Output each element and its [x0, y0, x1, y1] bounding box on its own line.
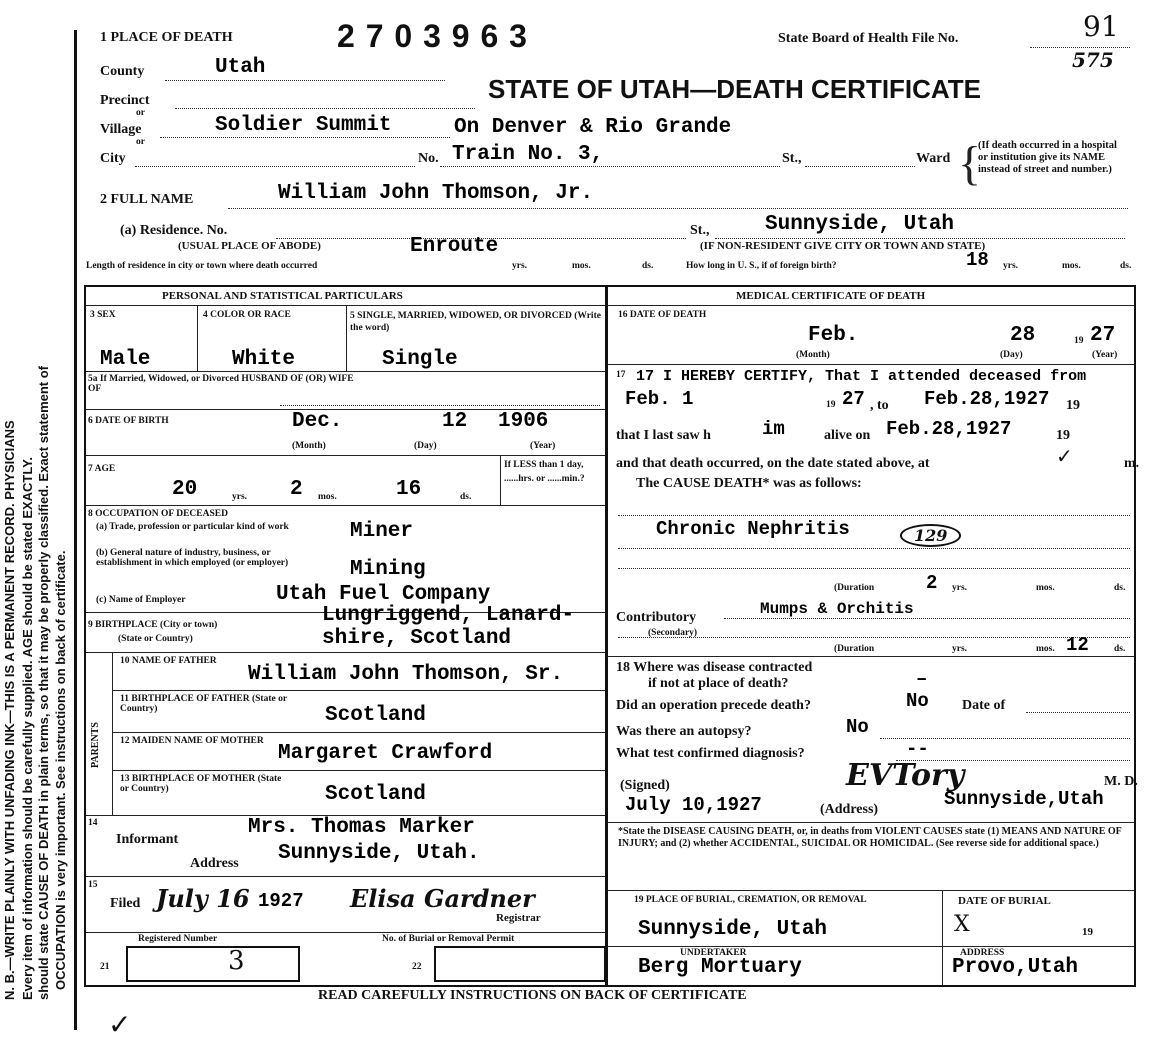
- registrar-signature: Elisa Gardner: [350, 884, 535, 913]
- mother-name-label: 12 MAIDEN NAME OF MOTHER: [120, 736, 264, 746]
- sex-label: 3 SEX: [90, 310, 116, 320]
- informant-address-label: Address: [190, 856, 239, 871]
- registrar-label: Registrar: [496, 912, 541, 924]
- burial-date-label: DATE OF BURIAL: [958, 895, 1051, 907]
- medical-section-title: MEDICAL CERTIFICATE OF DEATH: [736, 290, 926, 302]
- signed-date: July 10,1927: [625, 794, 762, 816]
- employer-label: (c) Name of Employer: [96, 595, 186, 605]
- autopsy-label: Was there an autopsy?: [616, 724, 752, 739]
- informant-label: Informant: [116, 832, 179, 847]
- residence-city: Sunnyside, Utah: [765, 213, 955, 236]
- sex-value: Male: [100, 348, 151, 371]
- margin-line-3: should state CAUSE OF DEATH in plain terms, so that it may be properly classified. Exact statement of: [36, 365, 51, 1000]
- residence-label: (a) Residence. No.: [120, 223, 228, 238]
- village-label: Village: [100, 122, 142, 137]
- signed-label: (Signed): [620, 778, 670, 793]
- age-days: 16: [396, 478, 422, 501]
- undertaker-value: Berg Mortuary: [638, 956, 802, 979]
- birthplace-line-2: shire, Scotland: [322, 627, 512, 650]
- precinct-label: Precinct: [100, 93, 150, 108]
- hospital-note: (If death occurred in a hospital or institution give its NAME instead of street and number.): [978, 140, 1117, 175]
- cause-footnote: *State the DISEASE CAUSING DEATH, or, in deaths from VIOLENT CAUSES state (1) MEANS AND NATURE OF INJURY; and (2) whether ACCIDENTAL, SUICIDAL OR HOMICIDAL. (See reverse side for additional space.): [618, 826, 1122, 849]
- physician-signature: EVTory: [846, 758, 965, 793]
- mother-birthplace-label: 13 BIRTHPLACE OF MOTHER (State or Country): [120, 774, 282, 794]
- q18-label: 18 Where was disease contracted: [616, 660, 813, 675]
- mother-name-value: Margaret Crawford: [278, 742, 493, 765]
- dob-month: Dec.: [292, 410, 343, 433]
- certificate-number: 2 7 0 3 9 6 3: [337, 18, 528, 54]
- filed-label: Filed: [110, 896, 141, 911]
- left-border: [74, 30, 77, 1030]
- physician-address: Sunnyside,Utah: [944, 788, 1104, 810]
- file-no-label: State Board of Health File No.: [778, 31, 959, 46]
- undertaker-address-value: Provo,Utah: [952, 956, 1079, 979]
- no-label: No.: [418, 151, 439, 166]
- birthplace-line-1: Lungriggend, Lanard-: [322, 604, 575, 627]
- occupation-b-label: (b) General nature of industry, business, or establishment in which employed (or employer): [96, 548, 289, 568]
- county-label: County: [100, 64, 145, 79]
- certify-statement: 17 I HEREBY CERTIFY, That I attended deceased from: [636, 368, 1087, 385]
- dob-year: 1906: [498, 410, 549, 433]
- father-name-label: 10 NAME OF FATHER: [120, 656, 217, 666]
- nonresident-label: (IF NON-RESIDENT GIVE CITY OR TOWN AND STATE): [700, 240, 986, 252]
- burial-place-label: 19 PLACE OF BURIAL, CREMATION, OR REMOVAL: [634, 895, 867, 905]
- less-than-day-label: If LESS than 1 day, ......hrs. or ......min.?: [504, 460, 585, 484]
- marital-label: 5 SINGLE, MARRIED, WIDOWED, OR DIVORCED (Write the word): [350, 311, 601, 333]
- father-birthplace-label: 11 BIRTHPLACE OF FATHER (State or Country): [120, 694, 287, 714]
- city-label: City: [100, 151, 126, 166]
- or-2: or: [136, 137, 145, 147]
- date-of-death-label: 16 DATE OF DEATH: [618, 310, 707, 320]
- full-name-value: William John Thomson, Jr.: [278, 182, 594, 205]
- dob-label: 6 DATE OF BIRTH: [88, 416, 169, 426]
- registered-number-value: 3: [228, 946, 245, 976]
- full-name-label: 2 FULL NAME: [100, 192, 194, 207]
- operation-label: Did an operation precede death?: [616, 698, 811, 713]
- age-years: 20: [172, 478, 198, 501]
- marital-value: Single: [382, 348, 458, 371]
- spouse-label: 5a If Married, Widowed, or Divorced HUSBAND OF (OR) WIFE OF: [88, 374, 354, 394]
- occupation-a-label: (a) Trade, profession or particular kind of work: [96, 522, 289, 532]
- autopsy-value: No: [846, 716, 869, 738]
- undertaker-label: UNDERTAKER: [680, 948, 747, 958]
- ward-label: Ward: [916, 151, 951, 166]
- mother-birthplace-value: Scotland: [325, 783, 426, 806]
- document-title: STATE OF UTAH—DEATH CERTIFICATE: [488, 74, 981, 104]
- informant-value: Mrs. Thomas Marker: [248, 816, 475, 839]
- margin-line-2: Every item of information should be carefully supplied. AGE should be stated EXACTLY.: [20, 457, 35, 1000]
- file-no: 91: [1083, 10, 1119, 43]
- attended-from: Feb. 1: [625, 388, 694, 410]
- color-value: White: [232, 348, 296, 371]
- registered-number-box: [126, 946, 300, 982]
- occupation-b-value: Mining: [350, 558, 426, 581]
- death-day: 28: [1010, 324, 1036, 347]
- dob-day: 12: [442, 410, 468, 433]
- undertaker-address-label: ADDRESS: [960, 948, 1005, 958]
- q18-value: –: [916, 668, 928, 690]
- registered-number-label: Registered Number: [138, 934, 218, 944]
- residence-st-label: St.,: [690, 223, 710, 238]
- filed-date: July 16: [156, 884, 250, 913]
- or-1: or: [136, 108, 145, 118]
- attended-from-year: 27: [842, 388, 865, 410]
- contributory-label: Contributory: [616, 610, 697, 625]
- father-birthplace-value: Scotland: [325, 704, 426, 727]
- last-saw-pronoun: im: [762, 418, 785, 440]
- personal-section-title: PERSONAL AND STATISTICAL PARTICULARS: [162, 290, 403, 302]
- contributory-value: Mumps & Orchitis: [760, 600, 914, 618]
- instructions-footer: READ CAREFULLY INSTRUCTIONS ON BACK OF CERTIFICATE: [318, 988, 747, 1003]
- occupation-label: 8 OCCUPATION OF DECEASED: [88, 509, 228, 519]
- death-year: 27: [1090, 324, 1116, 347]
- street-label: St.,: [782, 151, 802, 166]
- age-label: 7 AGE: [88, 464, 116, 474]
- street-value: Train No. 3,: [452, 143, 604, 166]
- attended-to: Feb.28,1927: [924, 388, 1050, 410]
- cause-code: 129: [900, 524, 961, 547]
- test-label: What test confirmed diagnosis?: [616, 746, 805, 761]
- birthplace-sub-label: (State or Country): [118, 634, 193, 644]
- birthplace-label: 9 BIRTHPLACE (City or town): [88, 620, 218, 630]
- foreign-birth-label: How long in U. S., if of foreign birth?: [686, 261, 837, 271]
- burial-place-value: Sunnyside, Utah: [638, 918, 828, 941]
- parents-side-label: PARENTS: [90, 722, 101, 768]
- margin-line-1: N. B.—WRITE PLAINLY WITH UNFADING INK—THIS IS A PERMANENT RECORD. PHYSICIANS: [2, 420, 17, 1000]
- county-value: Utah: [215, 56, 266, 79]
- death-month: Feb.: [808, 324, 859, 347]
- cause-duration-years: 2: [926, 572, 938, 594]
- margin-line-4: OCCUPATION is very important. See instructions on back of certificate.: [53, 550, 68, 990]
- test-value: --: [906, 738, 929, 760]
- death-occurred-label: and that death occurred, on the date stated above, at: [616, 456, 930, 471]
- color-label: 4 COLOR OR RACE: [203, 310, 291, 320]
- last-saw-label: that I last saw h: [616, 428, 711, 443]
- last-saw-date: Feb.28,1927: [886, 418, 1012, 440]
- employer-value: Utah Fuel Company: [276, 583, 491, 606]
- operation-value: No: [906, 690, 929, 712]
- abode-value: Enroute: [410, 235, 499, 258]
- death-time-check: ✓: [1056, 446, 1073, 468]
- length-residence-label: Length of residence in city or town where death occurred: [86, 261, 318, 271]
- age-months: 2: [290, 478, 303, 501]
- burial-permit-label: No. of Burial or Removal Permit: [382, 934, 515, 944]
- village-note: On Denver & Rio Grande: [454, 116, 732, 139]
- place-of-death-label: 1 PLACE OF DEATH: [100, 30, 233, 45]
- informant-address-value: Sunnyside, Utah.: [278, 842, 480, 865]
- father-name-value: William John Thomson, Sr.: [248, 663, 564, 686]
- occupation-a-value: Miner: [350, 520, 414, 543]
- burial-date-value: X: [954, 912, 970, 937]
- file-no-extra: 575: [1072, 48, 1114, 72]
- filed-year: 1927: [258, 890, 304, 912]
- cause-label: The CAUSE DEATH* was as follows:: [636, 476, 862, 491]
- foreign-birth-years: 18: [966, 249, 989, 271]
- cause-value: Chronic Nephritis: [656, 518, 850, 540]
- contributory-duration-months: 12: [1066, 634, 1089, 656]
- burial-permit-box: [434, 946, 606, 982]
- village-value: Soldier Summit: [215, 114, 392, 137]
- check-mark: ✓: [108, 1010, 132, 1041]
- abode-label: (USUAL PLACE OF ABODE): [178, 240, 321, 252]
